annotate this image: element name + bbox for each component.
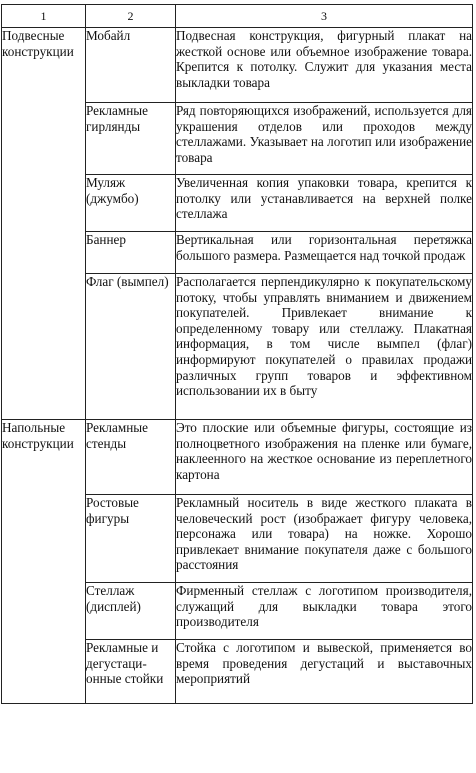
category-cell-suspended: Подвесные конструкции: [2, 28, 86, 420]
item-name-cell: Муляж (джумбо): [86, 175, 176, 232]
table-body: [2, 28, 473, 704]
item-name-cell: Стеллаж (дисплей): [86, 583, 176, 640]
item-description-cell: Увеличенная копия упаковки товара, крепится к потолку или устанавливается на верхней полке стеллажа: [176, 175, 473, 232]
item-description-cell: Рекламный носитель в виде жесткого плаката в человеческий рост (изображает фигуру человека, персонажа или товара) на ножке. Хорошо привлекает внимание покупателя даже с большого расстояния: [176, 495, 473, 583]
table-header: [2, 5, 473, 28]
item-description-cell: Располагается перпендикулярно к покупательскому потоку, чтобы управлять вниманием и движением покупателей. Привлекает внимание к определенному товару или стеллажу. Плакатная информация, в том числе вымпел (флаг) информируют покупателей о правилах продажи различных групп товаров и эффективном использовании их в быту: [176, 274, 473, 420]
item-description-cell: Вертикальная или горизонтальная перетяжка большого размера. Размещается над точкой продаж: [176, 232, 473, 274]
column-header-3: 3: [176, 5, 473, 28]
column-header-1: 1: [2, 5, 86, 28]
item-name-cell: Рекламные стенды: [86, 420, 176, 495]
item-name-cell: Флаг (вымпел): [86, 274, 176, 420]
item-description-cell: Это плоские или объемные фигуры, состоящие из полноцветного изображения на пленке или бумаге, наклеенного на жесткое основание из переплетного картона: [176, 420, 473, 495]
item-description-cell: Фирменный стеллаж с логотипом производителя, служащий для выкладки товара этого производителя: [176, 583, 473, 640]
item-description-cell: Ряд повторяющихся изображений, используется для украшения отделов или проходов между стеллажами. Указывает на логотип или изображение товара: [176, 103, 473, 175]
pos-materials-table: [1, 4, 473, 704]
column-header-2: 2: [86, 5, 176, 28]
item-name-cell: Рекламные и дегустационные стойки: [86, 640, 176, 704]
item-name-cell: Ростовые фигуры: [86, 495, 176, 583]
table-row: [2, 420, 473, 495]
item-name-cell: Рекламные гирлянды: [86, 103, 176, 175]
item-name-cell: Баннер: [86, 232, 176, 274]
header-row: [2, 5, 473, 28]
item-description-cell: Подвесная конструкция, фигурный плакат на жесткой основе или объемное изображение товара. Крепится к потолку. Служит для указания места выкладки товара: [176, 28, 473, 103]
category-cell-floor: Напольные конструкции: [2, 420, 86, 704]
table-row: [2, 28, 473, 103]
item-description-cell: Стойка с логотипом и вывеской, применяется во время проведения дегустаций и выставочных мероприятий: [176, 640, 473, 704]
item-name-cell: Мобайл: [86, 28, 176, 103]
